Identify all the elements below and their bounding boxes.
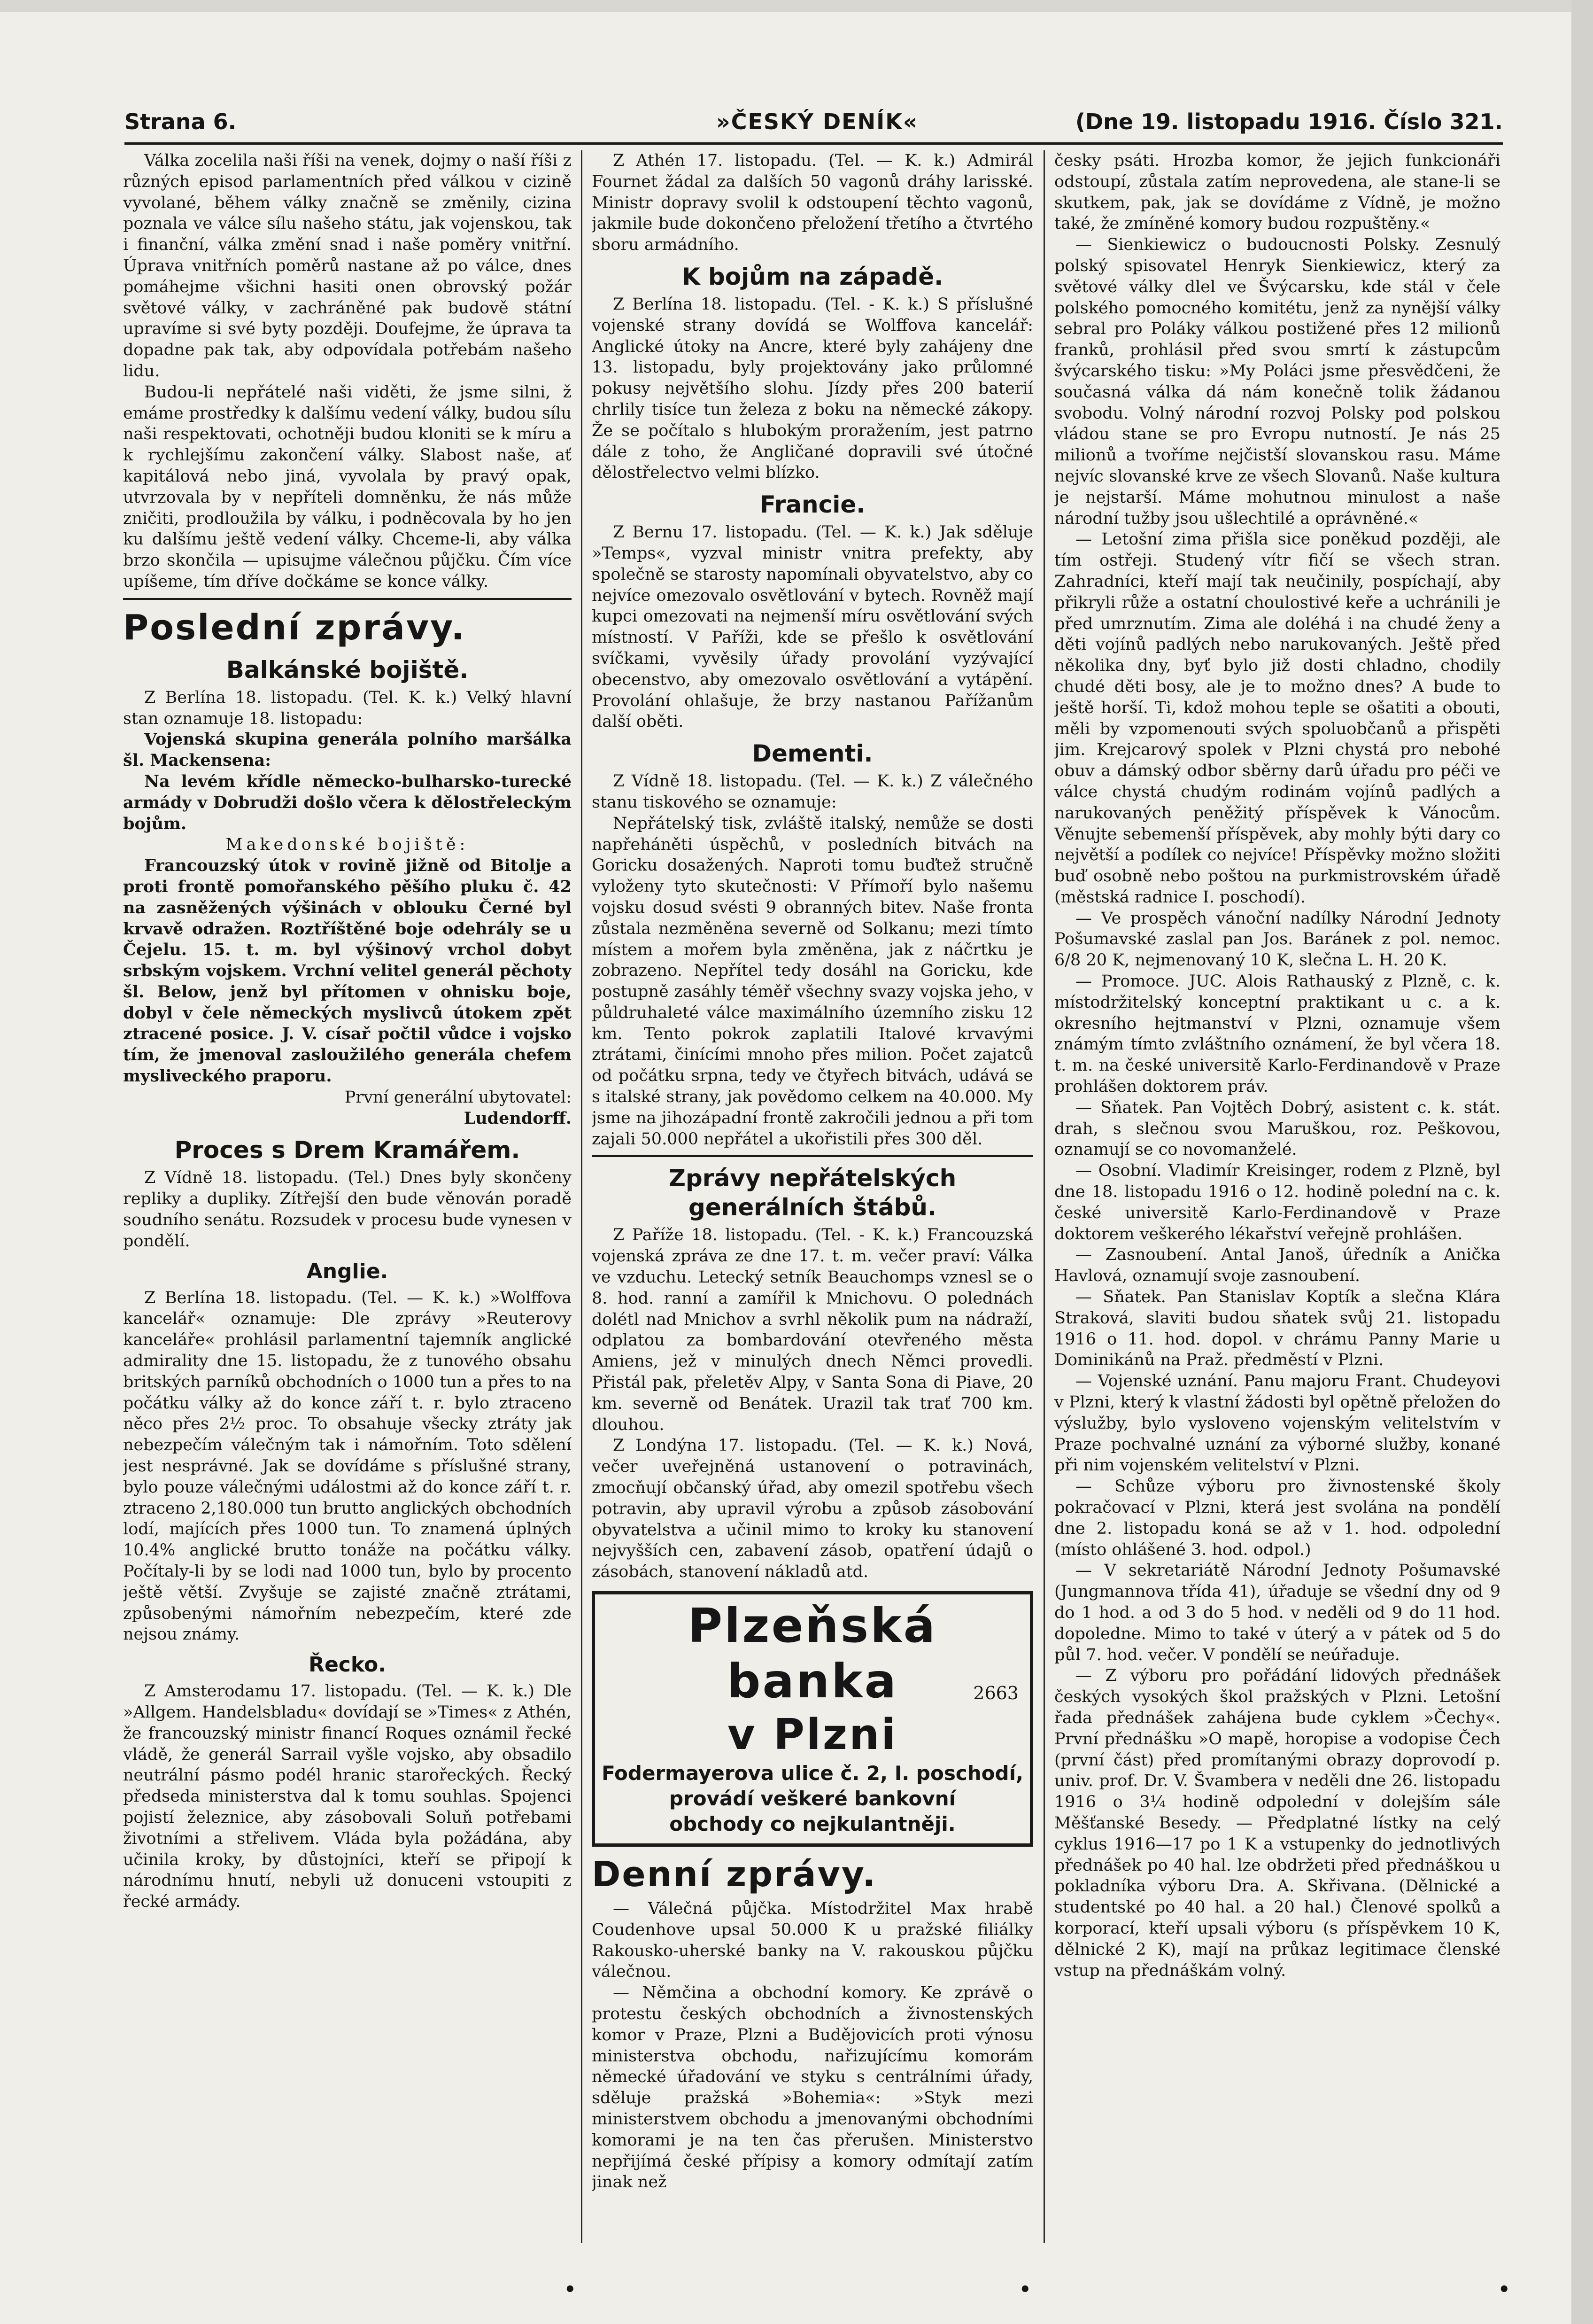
news-item: — Osobní. Vladimír Kreisinger, rodem z Plzně, byl dne 18. listopadu 1916 o 12. hodině polední na c. k. české universitě Karlo-Ferdinandově v Praze doktorem veškerého lékařství veřejně prohlášen. — [1054, 1161, 1500, 1244]
news-item: Z Vídně 18. listopadu. (Tel. — K. k.) Z válečného stanu tiskového se oznamuje: — [592, 772, 1033, 812]
news-item: — Vojenské uznání. Panu majoru Frant. Chudeyovi v Plzni, který k vlastní žádosti byl opětně přeložen do výslužby, bylo vysloveno vojenským velitelstvím v Praze pochvalné uznání za výborné služby, konané při nim vojenském velitelství v Plzni. — [1054, 1372, 1500, 1475]
news-item: Na levém křídle německo-bulharsko-turecké armády v Dobrudži došlo včera k dělostřeleckým bojům. — [123, 771, 572, 833]
article-paragraph: Budou-li nepřátelé naši viděti, že jsme silni, ž emáme prostředky k dalšímu vedení války, budou sílu naši respektovati, ochotněji budou kloniti se k míru a k rychlejšímu zakončení války. Slabost naše, ať kapitálová nebo jiná, vyvolala by pravý opak, utvrzovala by v nepříteli domněnku, že nás může zničiti, prodloužila by válku, i podněcovala by ho jen ku dalšímu ještě vedení války. Chceme-li, aby válka brzo skončila — upisujme válečnou půjčku. Čím více upíšeme, tím dříve dočkáme se konce války. — [123, 382, 572, 591]
news-item: Nepřátelský tisk, zvláště italský, nemůže se dosti napřeháněti úspěchů, v posledních bitvách na Goricku dosažených. Naproti tomu buďtež stručně vyloženy tyto skutečnosti: V Přímoří bylo našemu vojsku dosud svésti 9 obranných bitev. Naše fronta zůstala nezměněna severně od Solkanu; mezi tímto místem a mořem byla změněna, jak z náčrtku je zobrazeno. Nepřítel tedy dosáhl na Goricku, kde postupně zasáhly téměř všechny svazy vojska jeho, v půldruhaleté válce maximálního územního zisku 12 km. Tento pokrok zaplatili Italové krvavými ztrátami, činícími mnoho přes milion. Počet zajatců od počátku srpna, tedy ve čtyřech bitvách, udává se s italské strany, jak povědomo celkem na 40.000. My jsme na jihozápadní frontě zakročili jednou a při tom zajali 50.000 nepřátel a ukořistili přes 300 děl. — [592, 814, 1033, 1149]
scan-right-edge — [1571, 0, 1593, 2324]
section-rule — [592, 1155, 1033, 1157]
ad-text: obchody co nejkulantněji. — [669, 1812, 956, 1836]
page-number: Strana 6. — [124, 109, 237, 134]
ad-title-city: v Plzni — [727, 1710, 898, 1760]
column-2 — [592, 150, 1033, 2255]
page-header — [124, 109, 1503, 137]
news-item: — V sekretariátě Národní Jednoty Pošumavské (Jungmannova třída 41), úřaduje se všední dny od 9 do 1 hod. a od 3 do 5 hod. v neděli od 9 do 11 hod. dopoledne. Mimo to také v úterý a v pátek od 5 do půl 7. hod. večer. V pondělí se neúřaduje. — [1054, 1561, 1500, 1664]
news-item: Z Berlína 18. listopadu. (Tel. — K. k.) »Wolffova kancelář« oznamuje: Dle zprávy »Reuterovy kanceláře« prohlásil parlamentní tajemník anglické admirality dne 15. listopadu, že z tunového obsahu britských parníků obchodních o 1000 tun a přes to na počátku války až do konce září t. r. bylo ztraceno něco přes 2½ proc. To obsahuje všecky ztráty jak nebezpečím válečným tak i námořním. Toto sdělení jest nesprávné. Jak se dovídáme s příslušné strany, bylo pouze válečnými událostmi až do konce září t. r. ztraceno 2,180.000 tun brutto anglických obchodních lodí, majících přes 1000 tun. To znamená úplných 10.4% anglické brutto tonáže na počátku války. Počítaly-li by se lodi nad 1000 tun, bylo by procento ještě větší. Zvyšuje se zajisté značně ztrátami, způsobenými námořním nebezpečím, které zde nejsou známy. — [123, 1288, 572, 1644]
section-heading: Denní zprávy. — [592, 1854, 877, 1895]
news-item: česky psáti. Hrozba komor, že jejich funkcionáři odstoupí, zůstala zatím neprovedena, ale stane-li se skutkem, pak, jak se dovídáme z Vídně, je možno také, že zmíněné komory budou rozpuštěny.« — [1054, 151, 1500, 233]
subsection-heading: Proces s Drem Kramářem. — [174, 1136, 520, 1164]
subsection-heading: Balkánské bojiště. — [226, 656, 469, 684]
bank-advertisement — [592, 1591, 1033, 1847]
news-subheading: Makedonské bojiště: — [225, 835, 469, 855]
subsection-heading: Anglie. — [306, 1259, 388, 1283]
subsection-heading: Zprávy nepřátelských generálních štábů. — [668, 1165, 957, 1221]
news-item: Vojenská skupina generála polního maršálka šl. Mackensena: — [123, 730, 572, 770]
news-item: Z Bernu 17. listopadu. (Tel. — K. k.) Jak sděluje »Temps«, vyzval ministr vnitra prefekty, aby společně se starosty napomínali obyvatelstvo, aby co nejvíce omezovalo osvětlování v bytech. Rovněž mají kupci omezovati na nejmenší míru osvětlování svých místností. V Paříži, kde se přešlo k osvětlování svíčkami, vyvěsily úřady provolání vyzývající obecenstvo, aby omezovalo osvětlování a vytápění. Provolání ohlašuje, že brzy nastanou Pařížanům další oběti. — [592, 523, 1033, 731]
ad-text: provádí veškeré bankovní — [669, 1787, 956, 1811]
scan-top-edge — [0, 0, 1593, 12]
subsection-heading: Řecko. — [309, 1653, 386, 1677]
news-item: — Zasnoubení. Antal Janoš, úředník a Anička Havlová, oznamují svoje zasnoubení. — [1054, 1245, 1500, 1286]
news-item: Z Athén 17. listopadu. (Tel. — K. k.) Admirál Fournet žádal za dalších 50 vagonů dráhy larisské. Ministr dopravy svolil k odstoupení těchto vagonů, jakmile bude dokončeno přeložení třetího a čtvrtého sboru armádního. — [592, 151, 1033, 255]
news-item: — Sňatek. Pan Stanislav Koptík a slečna Klára Straková, slaviti budou sňatek svůj 21. listopadu 1916 o 11. hod. dopol. v chrámu Panny Marie u Dominikánů na Praž. předměstí v Plzni. — [1054, 1288, 1500, 1370]
subsection-heading: K bojům na západě. — [681, 263, 943, 290]
bottom-mark: • — [1498, 2278, 1510, 2301]
news-item: — Letošní zima přišla sice poněkud později, ale tím ostřeji. Studený vítr fičí se všech stran. Zahradníci, kteří mají tak neučinily, pospíchají, aby přikryli růže a ostatní choulostivé keře a uchránili je před umrznutím. Zima ale doléhá i na chudé ženy a děti vojínů padlých nebo narukovaných. Ještě před několika dny, byť bylo již dosti chladno, chodily chudé děti bosy, ale je to možno dnes? A bude to ještě horší. Ti, kdož mohou teple se ošatiti a obouti, měli by vzpomenouti svých spoluobčanů a přispěti jim. Krejcarový spolek v Plzni chystá pro nebohé obuv a dámský odbor sběrny darů úřadu pro péči ve válce chystá chudým rodinám vojínů padlých a narukovaných peněžitý příspěvek k Vánocům. Věnujte sebemenší příspěvek, aby mohly býti dary co největší a podílek co nejvíce! Příspěvky možno složiti buď osobně nebo poštou na purkmistrovském úřadě (městská radnice I. poschodí). — [1054, 530, 1500, 907]
news-item: Z Amsterodamu 17. listopadu. (Tel. — K. k.) Dle »Allgem. Handelsbladu« dovídají se »Times« z Athén, že francouzský ministr financí Roques oznámil řecké vládě, že generál Sarrail vyšle vojsko, aby obsadilo neutrální pásmo podél hranic starořeckých. Řecký předseda ministerstva dal k tomu souhlas. Spojenci pojistí železnice, aby zásobovali Soluň potřebami životními a střelivem. Vláda byla požádána, aby učinila kroky, by důstojníci, kteří se připojí k národnímu hnutí, nebyli už donuceni vstoupiti z řecké armády. — [123, 1682, 572, 1912]
news-item: Z Paříže 18. listopadu. (Tel. - K. k.) Francouzská vojenská zpráva ze dne 17. t. m. večer praví: Válka ve vzduchu. Letecký setník Beauchomps vznesl se o 8. hod. ranní a zamířil k Mnichovu. O polednách dolétl nad Mnichov a svrhl několik pum na nádraží, odplatou za bombardování otevřeného města Amiens, jež v minulých dnech Němci provedli. Přistál pak, přeletěv Alpy, v Santa Sona di Piave, 20 km. severně od Benátek. Urazil tak trať 700 km. dlouhou. — [592, 1226, 1033, 1434]
news-item: Z Berlína 18. listopadu. (Tel. - K. k.) S příslušné vojenské strany dovídá se Wolffova kancelář: Anglické útoky na Ancre, které byly zahájeny dne 13. listopadu, byly projektovány jako průlomné pokusy největšího slohu. Jízdy přes 200 baterií chrlily tisíce tun železa z boku na německé zákopy. Že se počítalo s hlubokým proražením, jest patrno dále z toho, že Angličané dopravili své útočné dělostřelectvo velmi blízko. — [592, 295, 1033, 482]
section-heading: Poslední zprávy. — [123, 607, 466, 648]
news-item: — Promoce. JUC. Alois Rathauský z Plzně, c. k. místodržitelský konceptní praktikant u c. a k. okresního hejtmanství v Plzni, oznamuje všem známým tímto zvláštního oznámení, že byl včera 18. t. m. na české universitě Karlo-Ferdinandově v Praze prohlášen doktorem práv. — [1054, 972, 1500, 1096]
subsection-heading: Francie. — [759, 491, 866, 519]
news-item: — Válečná půjčka. Místodržitel Max hrabě Coudenhove upsal 50.000 K u pražské filiálky Rakousko-uherské banky na V. rakouskou půjčku válečnou. — [592, 1899, 1033, 1982]
subsection-heading: Dementi. — [752, 740, 873, 768]
news-item: — Ve prospěch vánoční nadílky Národní Jednoty Pošumavské zaslal pan Jos. Baránek z pol. nemoc. 6/8 20 K, nejmenovaný 10 K, slečna L. H. 20 K. — [1054, 909, 1500, 970]
ad-number: 2663 — [973, 1683, 1019, 1704]
news-item: Z Vídně 18. listopadu. (Tel.) Dnes byly skončeny repliky a dupliky. Zítřejší den bude věnován poradě soudního senátu. Rozsudek v procesu bude vynesen v pondělí. — [123, 1168, 572, 1251]
section-rule — [123, 598, 572, 600]
news-item: — Schůze výboru pro živnostenské školy pokračovací v Plzni, která jest svolána na pondělí dne 2. listopadu koná se až v 1. hod. odpolední (místo ohlášené 3. hod. odpol.) — [1054, 1477, 1500, 1559]
bottom-mark: • — [1019, 2278, 1031, 2301]
news-item: Z Berlína 18. listopadu. (Tel. K. k.) Velký hlavní stan oznamuje 18. listopadu: — [123, 688, 572, 728]
issue-date: (Dne 19. listopadu 1916. Číslo 321. — [1075, 109, 1503, 134]
news-item: Z Londýna 17. listopadu. (Tel. — K. k.) Nová, večer uveřejněná ustanovení o potravinách, zmocňují občanský úřad, aby omezil spotřebu všech potravin, aby upravil výrobu a způsob zásobování obyvatelstva a učinil mimo to kroky ku stanovení nejvyšších cen, zabavení zásob, opatření údajů o zásobách, stanovení nákladů atd. — [592, 1436, 1033, 1582]
header-rule — [124, 142, 1503, 145]
article-paragraph: Válka zocelila naši říši na venek, dojmy o naší říši z různých episod parlamentních před válkou v cizině vyvolané, během války značně se změnily, cizina poznala ve válce sílu našeho státu, jak vojenskou, tak i finanční, válka změní snad i naše poměry vnitřní. Úprava vnitřních poměrů nastane až po válce, dnes pomáhejme všichni hasiti onen obrovský požár světové války, v zachráněné pak budově státní upravíme si své byty později. Doufejme, že úprava ta dopadne pak tak, aby odpovídala potřebám našeho lidu. — [123, 151, 572, 381]
ad-title: Plzeňská banka — [688, 1598, 937, 1709]
column-divider — [581, 150, 582, 2243]
column-divider — [1044, 150, 1045, 2243]
news-item: — Němčina a obchodní komory. Ke zprávě o protestu českých obchodních a živnostenských komor v Praze, Plzni a Budějovicích proti výnosu ministerstva obchodu, nařizujícímu komorám německé úřadování ve styku s centrálními úřady, sděluje pražská »Bohemia«: »Styk mezi ministerstvem obchodu a jmenovanými obchodními komorami je na ten čas přerušen. Ministerstvo nepřijímá české přípisy a komory odmítají zatím jinak než — [592, 1983, 1033, 2192]
bottom-mark: • — [564, 2278, 576, 2301]
signature-role: První generální ubytovatel: — [344, 1088, 572, 1107]
news-item: Francouzský útok v rovině jižně od Bitolje a proti frontě pomořanského pěšího pluku č. 42 na zasněžených výšinách v oblouku Černé byl krvavě odražen. Roztříštěné boje odehrály se u Čejelu. 15. t. m. byl výšinový vrchol dobyt srbským vojskem. Vrchní velitel generál pěchoty šl. Below, jenž byl přítomen v ohnisku boje, dobyl v čele německých myslivců útokem zpět ztracené posice. J. V. císař počtil vůdce i vojsko tím, že jmenoval zasloužilého generála chefem mysliveckého praporu. — [123, 856, 572, 1086]
signature-name: Ludendorff. — [464, 1108, 572, 1128]
column-3 — [1054, 150, 1500, 2255]
ad-address: Fodermayerova ulice č. 2, I. poschodí, — [602, 1762, 1023, 1785]
column-1 — [123, 150, 572, 2255]
news-item: — Sňatek. Pan Vojtěch Dobrý, asistent c. k. stát. drah, s slečnou svou Maruškou, roz. Peškovou, oznamují se co novomanželé. — [1054, 1098, 1500, 1159]
masthead-title: »ČESKÝ DENÍK« — [716, 109, 918, 134]
news-item: — Z výboru pro pořádání lidových přednášek českých vysokých škol pražských v Plzni. Letošní řada přednášek zahájena bude cyklem »Čechy«. První přednášku »O mapě, horopise a vodopise Čech (první část) před promítanými obrazy doprovodí p. univ. prof. Dr. V. Švambera v neděli dne 26. listopadu 1916 o 3¼ hodině odpolední v dolejším sále Měšťanské Besedy. — Předplatné lístky na celý cyklus 1916—17 po 1 K a vstupenky do jednotlivých přednášek po 40 hal. lze obdržeti před přednáškou u pokladníka výboru Dra. A. Skřivana. (Dělnické a studentské po 40 hal. a 20 hal.) Členové spolků a korporací, kteří upsali výboru (s příspěvkem 10 K, dělnické 2 K), mají na průkaz legitimace členské vstup na přednáškám volný. — [1054, 1666, 1500, 1980]
news-item: — Sienkiewicz o budoucnosti Polsky. Zesnulý polský spisovatel Henryk Sienkiewicz, který za světové války dlel ve Švýcarsku, kde stál v čele polského pomocného komitétu, jenž za nynější války sebral pro Poláky válkou postižené přes 12 milionů franků, prohlásil před svou smrtí k zástupcům švýcarského tisku: »My Poláci jsme přesvědčeni, že současná válka dá nám konečně tolik žádanou svobodu. Volný národní rozvoj Polsky pod polskou vládou stane se pro Evropu nutností. Je nás 25 milionů a tvoříme nejčistší slovanskou rasu. Máme nejvíc slovanské krve ze všech Slovanů. Naše kultura je nejstarší. Máme mohutnou minulost a naše národní tužby jsou ušlechtilé a oprávněné.« — [1054, 235, 1500, 528]
